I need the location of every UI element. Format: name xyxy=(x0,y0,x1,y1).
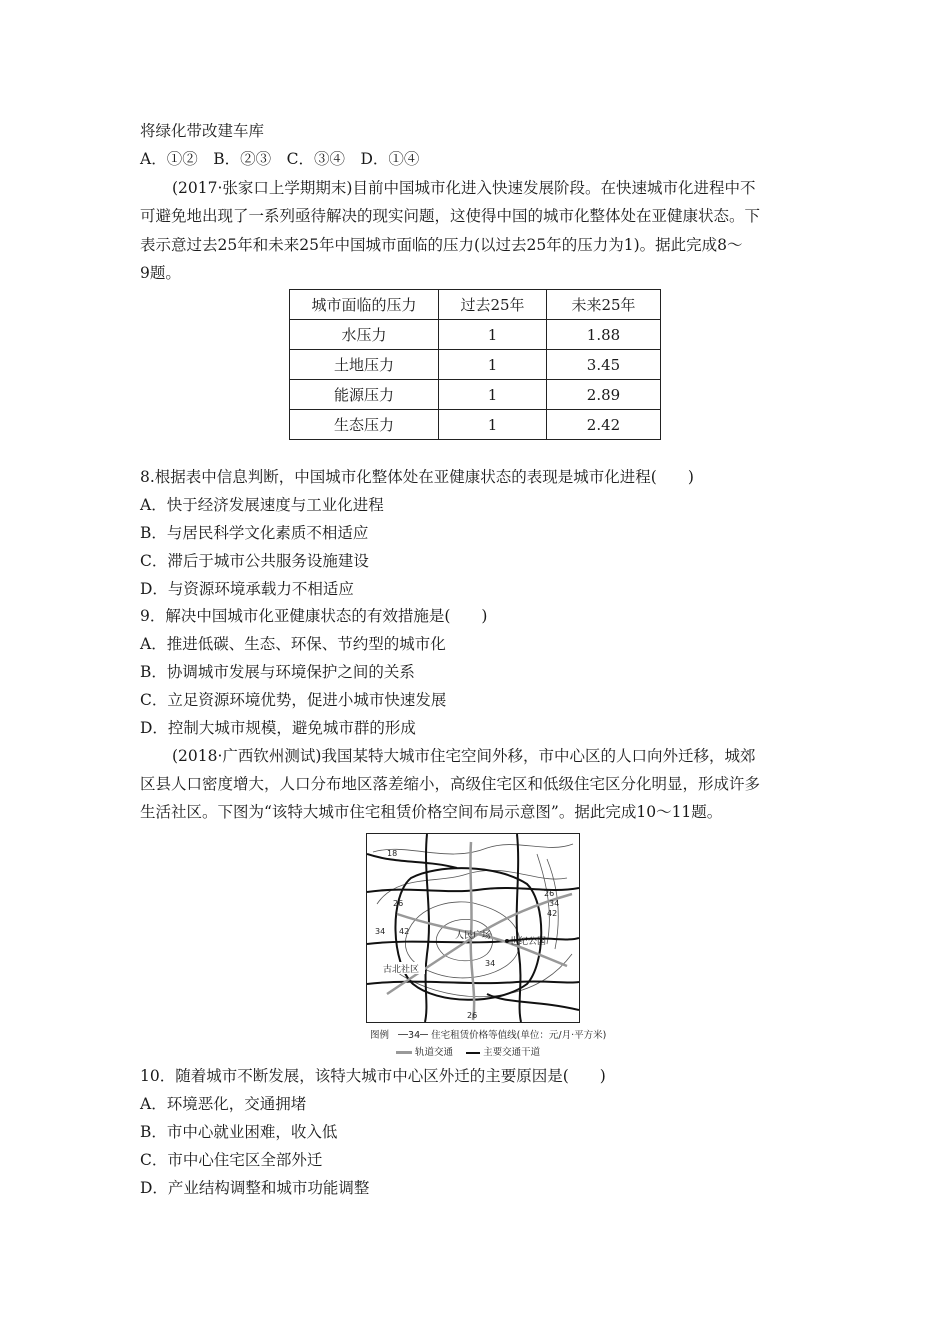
contour-value-label: 42 xyxy=(547,909,558,918)
table-cell: 土地压力 xyxy=(290,350,439,380)
rent-price-map xyxy=(366,833,580,1023)
text-line: 将绿化带改建车库 xyxy=(140,122,265,140)
q8-option-d: D．与资源环境承载力不相适应 xyxy=(140,580,354,598)
legend-contour-text: 住宅租赁价格等值线(单位：元/月·平方米) xyxy=(431,1030,607,1041)
rail-icon xyxy=(396,1051,412,1054)
pressure-table xyxy=(289,289,661,440)
intro-line: 区县人口密度增大，人口分布地区落差缩小，高级住宅区和低级住宅区分化明显，形成许多 xyxy=(140,775,761,793)
table-row xyxy=(290,320,661,350)
legend-rail-text: 轨道交通 xyxy=(415,1047,454,1058)
contour-value-label: 26 xyxy=(393,899,404,908)
table-cell: 3.45 xyxy=(547,350,661,380)
road-line xyxy=(517,834,521,1022)
q9-option-b: B．协调城市发展与环境保护之间的关系 xyxy=(140,663,415,681)
legend-road-text: 主要交通干道 xyxy=(483,1047,541,1058)
legend-title: 图例 xyxy=(370,1030,390,1041)
contour-value-label: 26 xyxy=(467,1011,478,1020)
table-cell: 2.89 xyxy=(547,380,661,410)
contour-line xyxy=(373,844,573,854)
people-square-label: 人民广场 xyxy=(455,931,492,941)
table-cell: 1 xyxy=(439,380,547,410)
map-legend-lines xyxy=(396,1044,540,1058)
intro-line: (2017·张家口上学期期末)目前中国城市化进入快速发展阶段。在快速城市化进程中不 xyxy=(172,179,756,197)
text-line: A．①② B．②③ C．③④ D．①④ xyxy=(140,150,420,168)
question-9-stem: 9．解决中国城市化亚健康状态的有效措施是( ) xyxy=(140,607,488,625)
road-line xyxy=(367,854,457,868)
q10-option-b: B．市中心就业困难，收入低 xyxy=(140,1123,338,1141)
q9-option-a: A．推进低碳、生态、环保、节约型的城市化 xyxy=(140,635,446,653)
q9-option-d: D．控制大城市规模，避免城市群的形成 xyxy=(140,719,416,737)
table-cell: 水压力 xyxy=(290,320,439,350)
map-legend xyxy=(370,1027,606,1041)
table-cell: 1 xyxy=(439,320,547,350)
intro-line: 9题。 xyxy=(140,264,181,282)
table-cell: 1 xyxy=(439,350,547,380)
table-header-cell: 未来25年 xyxy=(547,290,661,320)
q10-option-c: C．市中心住宅区全部外迁 xyxy=(140,1151,323,1169)
contour-value-label: 18 xyxy=(387,849,398,858)
table-header-cell: 城市面临的压力 xyxy=(290,290,439,320)
intro-line: 可避免地出现了一系列亟待解决的现实问题，这使得中国的城市化整体处在亚健康状态。下 xyxy=(140,207,761,225)
intro-line: 表示意过去25年和未来25年中国城市面临的压力(以过去25年的压力为1)。据此完成8～ xyxy=(140,236,743,254)
table-row xyxy=(290,350,661,380)
gubei-label: 古北社区 xyxy=(383,965,420,975)
contour-icon xyxy=(420,1034,428,1035)
contour-value-label: 34 xyxy=(375,927,386,936)
table-cell: 2.42 xyxy=(547,410,661,440)
legend-contour-sample xyxy=(398,1030,431,1041)
table-cell: 1 xyxy=(439,410,547,440)
q8-option-b: B．与居民科学文化素质不相适应 xyxy=(140,524,369,542)
q9-option-c: C．立足资源环境优势，促进小城市快速发展 xyxy=(140,691,447,709)
q8-option-a: A．快于经济发展速度与工业化进程 xyxy=(140,496,384,514)
q10-option-d: D．产业结构调整和城市功能调整 xyxy=(140,1179,370,1197)
century-park-marker xyxy=(505,939,509,943)
legend-contour-value: 34 xyxy=(408,1030,421,1041)
question-10-stem: 10．随着城市不断发展，该特大城市中心区外迁的主要原因是( ) xyxy=(140,1067,606,1085)
table-cell: 1.88 xyxy=(547,320,661,350)
table-header-cell: 过去25年 xyxy=(439,290,547,320)
contour-value-label: 34 xyxy=(549,899,560,908)
map-svg xyxy=(367,834,579,1022)
table-cell: 能源压力 xyxy=(290,380,439,410)
contour-line xyxy=(537,854,549,944)
table-row xyxy=(290,380,661,410)
contour-icon xyxy=(398,1034,408,1035)
table-header-row xyxy=(290,290,661,320)
contour-value-label: 42 xyxy=(399,927,410,936)
q8-option-c: C．滞后于城市公共服务设施建设 xyxy=(140,552,369,570)
road-icon xyxy=(466,1052,480,1054)
intro-line: (2018·广西钦州测试)我国某特大城市住宅空间外移，市中心区的人口向外迁移，城郊 xyxy=(172,747,756,765)
contour-value-label: 34 xyxy=(485,959,496,968)
question-8-stem: 8.根据表中信息判断，中国城市化整体处在亚健康状态的表现是城市化进程( ) xyxy=(140,468,694,486)
table-row xyxy=(290,410,661,440)
contour-value-label: 26 xyxy=(544,889,555,898)
century-park-label: 世纪公园 xyxy=(510,937,547,947)
intro-line: 生活社区。下图为“该特大城市住宅租赁价格空间布局示意图”。据此完成10～11题。 xyxy=(140,803,723,821)
table-cell: 生态压力 xyxy=(290,410,439,440)
q10-option-a: A．环境恶化，交通拥堵 xyxy=(140,1095,307,1113)
